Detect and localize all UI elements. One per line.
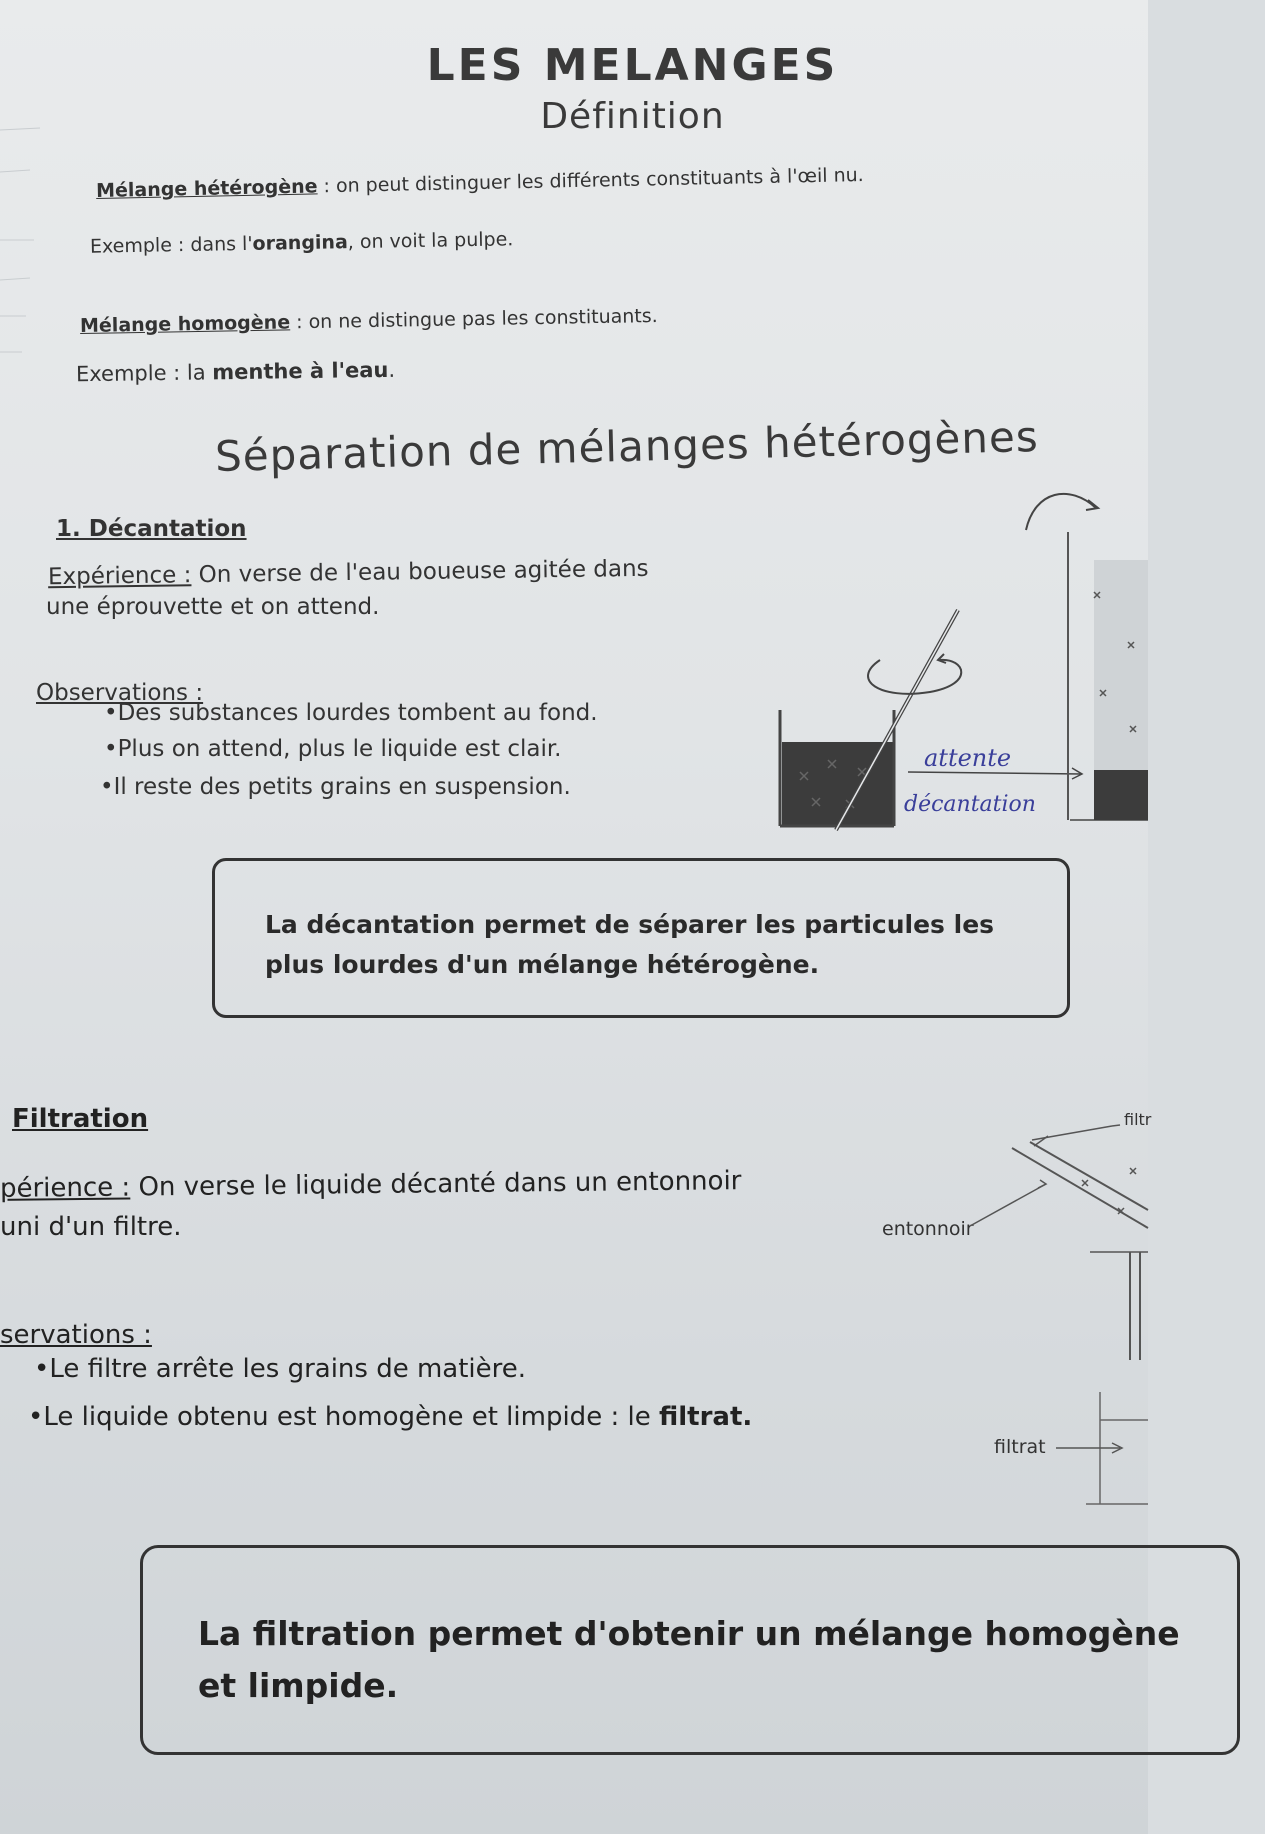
- term-heterogene: Mélange hétérogène: [95, 175, 318, 203]
- filtration-observations-label: servations :: [0, 1320, 152, 1350]
- definition-homogene-text: : on ne distingue pas les constituants.: [289, 304, 658, 334]
- figure-label-attente: attente: [924, 744, 1012, 772]
- filtration-experience-line2: uni d'un filtre.: [0, 1212, 182, 1242]
- filtration-observation-2-text: •Le liquide obtenu est homogène et limpide : le: [28, 1402, 659, 1432]
- decantation-observations-label: Observations :: [36, 680, 204, 706]
- decantation-conclusion-line2: plus lourdes d'un mélange hétérogène.: [265, 950, 820, 979]
- figure-label-filtre: filtr: [1124, 1110, 1152, 1129]
- decantation-observation-1: •Des substances lourdes tombent au fond.: [104, 700, 598, 726]
- example-homogene-prefix: Exemple : la: [75, 360, 213, 387]
- decantation-experience-line2: une éprouvette et on attend.: [46, 594, 380, 620]
- filtration-conclusion-line1: La filtration permet d'obtenir un mélange homogène: [198, 1614, 1180, 1653]
- decantation-conclusion-line1: La décantation permet de séparer les particules les: [265, 910, 995, 939]
- section-title: Séparation de mélanges hétérogènes: [214, 411, 1040, 482]
- filtration-heading: Filtration: [12, 1104, 149, 1134]
- example-heterogene-prefix: Exemple : dans l': [89, 232, 253, 258]
- filtration-observation-1: •Le filtre arrête les grains de matière.: [34, 1354, 527, 1384]
- decantation-observation-2: •Plus on attend, plus le liquide est clair.: [104, 736, 562, 762]
- margin-marks: [0, 128, 40, 352]
- filtration-experience-text: On verse le liquide décanté dans un entonnoir: [130, 1166, 742, 1203]
- decantation-experience-label: Expérience :: [47, 562, 192, 591]
- page-subtitle: Définition: [540, 96, 725, 137]
- example-heterogene-suffix: , on voit la pulpe.: [347, 228, 514, 254]
- page-title: LES MELANGES: [426, 40, 839, 91]
- filtration-conclusion-line2: et limpide.: [198, 1666, 399, 1705]
- figure-label-entonnoir: entonnoir: [882, 1218, 974, 1240]
- figure-label-filtrat: filtrat: [994, 1436, 1046, 1458]
- decantation-beaker-figure: [780, 610, 1148, 830]
- example-homogene-suffix: .: [388, 357, 396, 382]
- example-heterogene-bold: orangina: [252, 231, 348, 255]
- term-homogene: Mélange homogène: [79, 311, 291, 338]
- decantation-observation-3: •Il reste des petits grains en suspension.: [100, 774, 571, 800]
- figure-label-decantation: décantation: [904, 792, 1036, 817]
- definition-heterogene-text: : on peut distinguer les différents constituants à l'œil nu.: [317, 163, 864, 198]
- decantation-heading-text: 1. Décantation: [56, 516, 247, 542]
- filtration-experience-label: périence :: [0, 1172, 131, 1204]
- graduated-cylinder-figure: [1026, 494, 1148, 820]
- example-homogene-bold: menthe à l'eau: [212, 357, 389, 385]
- decantation-experience-text: On verse de l'eau boueuse agitée dans: [191, 555, 649, 589]
- filtration-filtrat-bold: filtrat.: [658, 1402, 753, 1432]
- filtration-funnel-figure: [970, 1125, 1148, 1504]
